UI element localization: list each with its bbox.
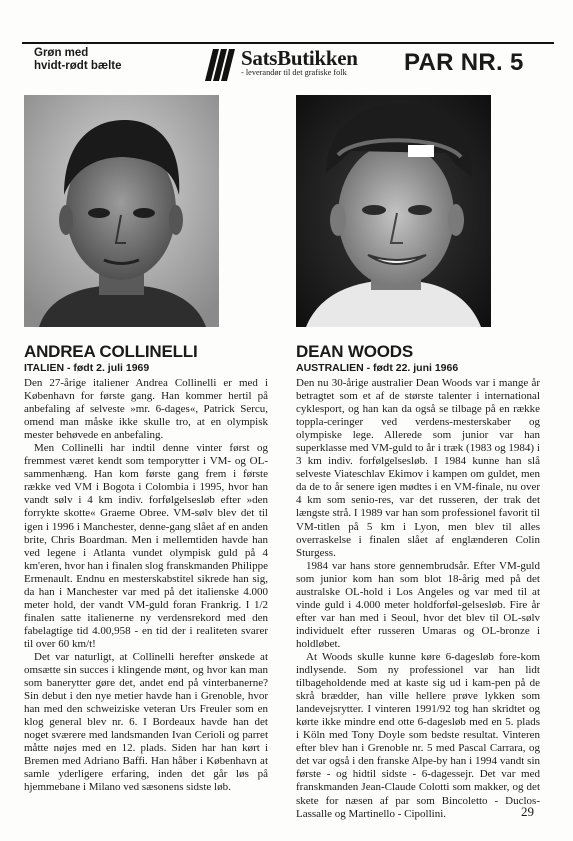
- jersey-label: Grøn med hvidt-rødt bælte: [34, 47, 122, 72]
- bio-paragraph: Den 27-årige italiener Andrea Collinelli er med i København for første gang. Han kommer hertil på anbefaling af selveste »mr. 6-dages«, Patrick Sercu, omend man måske ikke skulle tro, at en olympisk mester behøvede en anbefaling.: [24, 377, 268, 442]
- page-number: 29: [521, 804, 534, 819]
- logo-bars-icon: [199, 49, 239, 81]
- rider-bio-left: [24, 377, 268, 795]
- rider-birth-left: ITALIEN - født 2. juli 1969: [24, 362, 150, 374]
- rider-bio-right: [296, 377, 540, 821]
- satsbutikken-logo: [199, 46, 399, 83]
- header-rule: [22, 42, 554, 44]
- rider-photo-collinelli: [24, 95, 219, 327]
- rider-photo-woods: [296, 95, 491, 327]
- bio-paragraph: Den nu 30-årige australier Dean Woods var i mange år betragtet som et af de største talenter i international cyklesport, og han kan da også se tilbage på en række toppla-ceringer ved verdens-mesterskaber og olympiske lege. Allerede som junior var han superklasse med VM-guld to år i træk (1983 og 1984) i 3 km indiv. forfølgelsesløb. I 1984 kunne han slå selveste Viateschlav Ekimov i kampen om guldet, men da de to år senere igen mødtes i en VM-finale, nu over 4 km som senio-res, var det russeren, der trak det længste strå. I 1989 var han som professionel favorit til VM-titlen på 5 km i Lyon, men blev til alles overraskelse i finalen slået af englænderen Colin Sturgess.: [296, 377, 540, 559]
- bio-paragraph: At Woods skulle kunne køre 6-dagesløb fore-kom indlysende. Som ny professionel var han lidt tilbageholdende med at kaste sig ud i kam-pen på de skrå brædder, han ville hellere prøve lykken som landevejsrytter. I vinteren 1991/92 tog han skridtet og kørte ikke mindre end otte 6-dagesløb med en 5. plads i Köln med Tony Doyle som bedste resultat. Vinteren efter blev han i Grenoble nr. 5 med Pascal Carrara, og det var også i den franske Alpe-by han i 1994 vandt sin første - og hidtil sidste - 6-dagessejr. Det var med franskmanden Jean-Claude Colotti som makker, og det skete for næsen af par som Bincoletto - Duclos-Lassalle og Martinello - Cipollini.: [296, 650, 540, 820]
- rider-name-right: DEAN WOODS: [296, 342, 414, 361]
- logo-name: SatsButikken: [241, 46, 358, 70]
- logo-tagline: - leverandør til det grafiske folk: [241, 68, 347, 77]
- pair-number: PAR NR. 5: [404, 49, 524, 76]
- rider-name-left: ANDREA COLLINELLI: [24, 342, 198, 361]
- rider-birth-right: AUSTRALIEN - født 22. juni 1966: [296, 362, 459, 374]
- bio-paragraph: 1984 var hans store gennembrudsår. Efter VM-guld som junior kom han som blot 18-årig med på det australske OL-hold i Los Angeles og var med til at vinde guld i 4.000 meter holdforføl-gelsesløb. Fire år efter var han med i Seoul, hvor det blev til OL-sølv individuelt efter russeren Umaras og OL-bronze i holdløbet.: [296, 559, 540, 650]
- bio-paragraph: Men Collinelli har indtil denne vinter først og fremmest været kendt som temporytter i VM- og OL-sammenhæng. Han kom første gang frem i første række ved VM i Bogota i Colombia i 1995, hvor han vandt sølv i 4 km indiv. forfølgelsesløb efter »den forrykte skotte« Graeme Obree. VM-sølv blev det til igen i 1996 i Manchester, denne-gang slået af en anden brite, Chris Boardman. Men i mellemtiden havde han ved legene i Atlanta vundet olympisk guld på 4 km'eren, hvor han i finalen slog franskmanden Philippe Ermenault. Endnu en mesterskabstitel sikrede han sig, da han i Manchester var med på det italienske 4.000 meter hold, der vandt VM-guld foran Frankrig. I 1/2 finalen satte italienerne ny verdensrekord med den fabelagtige tid 4.00,958 - en tid der i realiteten svarer til over 60 km/t!: [24, 442, 268, 650]
- bio-paragraph: Det var naturligt, at Collinelli herefter ønskede at omsætte sin succes i klingende mønt, og hvor kan man som banerytter gøre det, andet end på vinterbanerne? Sin debut i den nye metier havde han i Grenoble, hvor han med den schweiziske veteran Urs Freuler som en klog general blev nr. 6. I Bordeaux havde han det noget sværere med landsmanden Ivan Cerioli og parret måtte nøjes med en 12. plads. Siden har han kørt i Bremen med Adriano Baffi. Han håber i København at samle yderligere erfaring, inden det går løs på hjemmebane i Milano ved sæsonens sidste løb.: [24, 650, 268, 794]
